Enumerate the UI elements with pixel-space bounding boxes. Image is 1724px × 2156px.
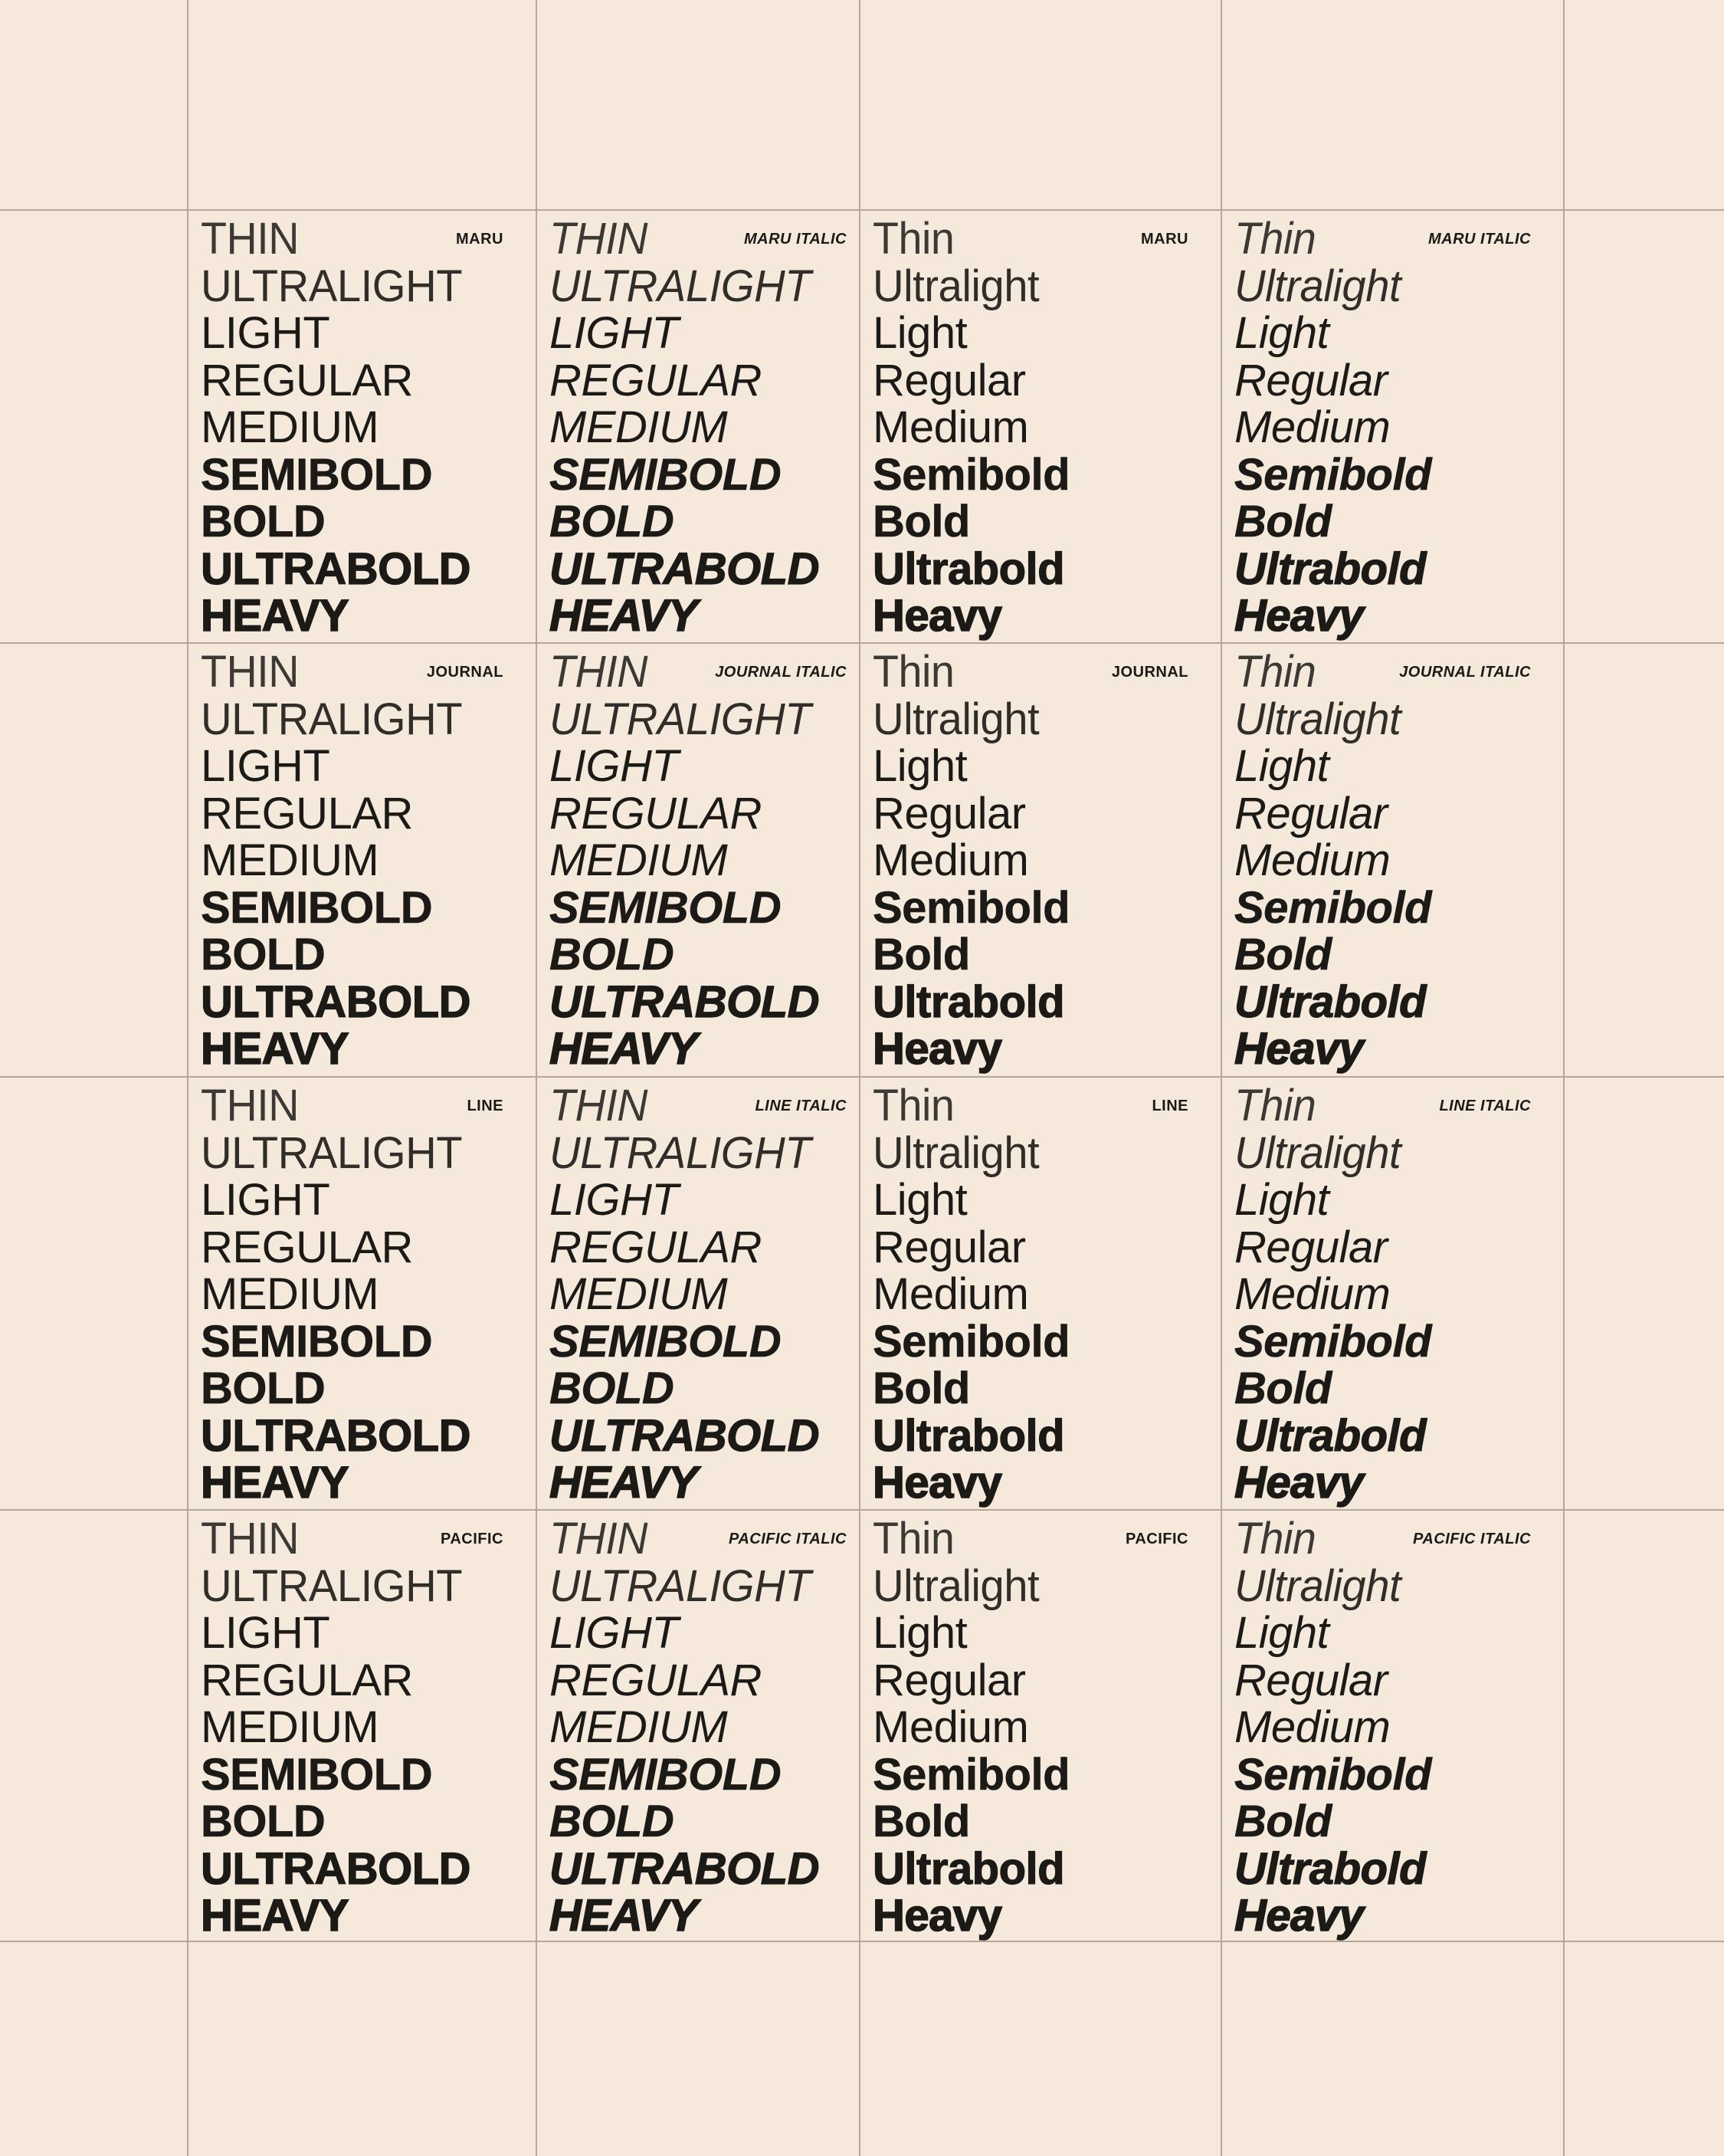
style-tag-label: JOURNAL ITALIC (1399, 664, 1531, 681)
weight-sample-thin: THIN (201, 1514, 299, 1564)
weight-sample-ultralight: ULTRALIGHT (549, 261, 811, 311)
specimen-cell (860, 644, 1221, 1075)
weight-sample-ultralight: Ultralight (873, 1560, 1040, 1611)
weight-sample-thin: Thin (1234, 647, 1316, 697)
weight-list (873, 215, 1070, 640)
style-tag-label: PACIFIC ITALIC (728, 1531, 847, 1547)
weight-sample-light: LIGHT (201, 1608, 330, 1658)
weight-list (201, 1082, 470, 1507)
specimen-cell (860, 1511, 1221, 1942)
weight-sample-semibold: Semibold (1234, 449, 1432, 500)
weight-sample-medium: MEDIUM (201, 1702, 379, 1752)
weight-sample-light: Light (873, 1608, 968, 1658)
weight-sample-ultrabold: ULTRABOLD (549, 543, 820, 594)
weight-sample-medium: MEDIUM (549, 1269, 728, 1319)
weight-sample-medium: Medium (1234, 1702, 1391, 1752)
weight-sample-regular: Regular (873, 1222, 1026, 1272)
style-tag-label: JOURNAL (426, 664, 503, 681)
weight-sample-regular: REGULAR (549, 1655, 762, 1705)
style-tag-label: LINE (467, 1098, 503, 1114)
weight-sample-light: Light (873, 1175, 968, 1225)
weight-sample-semibold: SEMIBOLD (201, 1749, 433, 1800)
weight-sample-heavy: HEAVY (201, 591, 349, 641)
weight-list (201, 215, 470, 640)
weight-sample-thin: THIN (549, 647, 647, 697)
weight-sample-bold: BOLD (201, 930, 326, 980)
weight-sample-ultralight: Ultralight (1234, 1127, 1401, 1178)
weight-sample-bold: BOLD (549, 930, 674, 980)
weight-sample-ultralight: ULTRALIGHT (201, 1560, 463, 1611)
weight-sample-ultralight: Ultralight (1234, 1560, 1401, 1611)
weight-sample-ultralight: Ultralight (1234, 694, 1401, 744)
weight-sample-semibold: SEMIBOLD (549, 1749, 782, 1800)
weight-sample-medium: MEDIUM (201, 835, 379, 885)
style-tag-label: MARU (1141, 231, 1188, 248)
weight-sample-heavy: HEAVY (549, 1458, 698, 1508)
weight-sample-semibold: Semibold (873, 1316, 1070, 1367)
weight-sample-heavy: Heavy (1234, 1024, 1364, 1074)
weight-sample-ultralight: ULTRALIGHT (549, 1560, 811, 1611)
weight-sample-ultralight: Ultralight (873, 261, 1040, 311)
weight-sample-thin: THIN (201, 1081, 299, 1131)
weight-sample-thin: THIN (201, 214, 299, 264)
weight-sample-heavy: HEAVY (201, 1458, 349, 1508)
weight-sample-regular: Regular (873, 788, 1026, 838)
weight-sample-ultrabold: Ultrabold (1234, 543, 1427, 594)
weight-sample-regular: REGULAR (549, 355, 762, 405)
style-tag-label: MARU (456, 231, 503, 248)
weight-sample-thin: Thin (873, 1081, 955, 1131)
weight-sample-light: LIGHT (201, 741, 330, 791)
weight-sample-medium: Medium (873, 1702, 1029, 1752)
weight-sample-thin: Thin (873, 214, 955, 264)
weight-sample-bold: BOLD (549, 1363, 674, 1413)
weight-sample-ultralight: ULTRALIGHT (201, 261, 463, 311)
weight-sample-bold: BOLD (201, 1363, 326, 1413)
weight-sample-medium: Medium (873, 835, 1029, 885)
weight-sample-thin: Thin (873, 1514, 955, 1564)
weight-sample-light: LIGHT (549, 1175, 679, 1225)
weight-sample-light: Light (1234, 308, 1329, 358)
weight-sample-semibold: Semibold (873, 449, 1070, 500)
weight-list (1234, 648, 1431, 1073)
weight-sample-semibold: Semibold (873, 1749, 1070, 1800)
weight-sample-bold: Bold (873, 1797, 970, 1846)
weight-sample-bold: Bold (1234, 497, 1332, 546)
weight-list (549, 1082, 819, 1507)
weight-sample-medium: MEDIUM (549, 835, 728, 885)
weight-sample-regular: Regular (1234, 788, 1388, 838)
weight-sample-semibold: Semibold (1234, 882, 1432, 933)
weight-sample-ultrabold: Ultrabold (873, 976, 1065, 1027)
specimen-cell (188, 644, 536, 1075)
weight-sample-thin: THIN (549, 1081, 647, 1131)
style-tag-label: MARU ITALIC (1428, 231, 1531, 248)
weight-sample-thin: Thin (1234, 1081, 1316, 1131)
specimen-cell (188, 1511, 536, 1942)
weight-sample-regular: REGULAR (201, 1655, 413, 1705)
specimen-cell (1222, 644, 1563, 1075)
weight-sample-light: Light (873, 308, 968, 358)
weight-sample-bold: Bold (1234, 1363, 1332, 1413)
weight-list (1234, 1515, 1431, 1940)
weight-sample-semibold: SEMIBOLD (201, 1316, 433, 1367)
weight-sample-medium: Medium (1234, 402, 1391, 452)
weight-sample-ultrabold: Ultrabold (873, 1410, 1065, 1461)
weight-list (873, 1515, 1070, 1940)
specimen-cell (537, 211, 859, 642)
weight-sample-ultrabold: Ultrabold (1234, 1843, 1427, 1894)
weight-sample-bold: BOLD (549, 497, 674, 546)
weight-sample-heavy: HEAVY (201, 1891, 349, 1941)
specimen-cell (537, 1078, 859, 1509)
specimen-cell (537, 644, 859, 1075)
weight-sample-heavy: Heavy (1234, 591, 1364, 641)
weight-list (549, 648, 819, 1073)
style-tag-label: JOURNAL ITALIC (715, 664, 847, 681)
weight-sample-semibold: SEMIBOLD (201, 449, 433, 500)
specimen-cell (1222, 211, 1563, 642)
weight-sample-heavy: Heavy (1234, 1458, 1364, 1508)
weight-sample-ultralight: ULTRALIGHT (549, 694, 811, 744)
weight-sample-regular: REGULAR (201, 788, 413, 838)
weight-list (549, 215, 819, 640)
weight-sample-ultrabold: Ultrabold (1234, 976, 1427, 1027)
specimen-cell (860, 1078, 1221, 1509)
weight-list (549, 1515, 819, 1940)
weight-sample-ultrabold: Ultrabold (1234, 1410, 1427, 1461)
weight-sample-regular: REGULAR (201, 1222, 413, 1272)
weight-sample-semibold: SEMIBOLD (549, 1316, 782, 1367)
weight-sample-heavy: Heavy (873, 1891, 1002, 1941)
weight-sample-regular: Regular (1234, 355, 1388, 405)
weight-list (201, 1515, 470, 1940)
weight-sample-bold: Bold (1234, 1797, 1332, 1846)
weight-sample-regular: REGULAR (549, 1222, 762, 1272)
weight-sample-ultralight: Ultralight (1234, 261, 1401, 311)
weight-sample-light: Light (1234, 741, 1329, 791)
weight-sample-ultralight: Ultralight (873, 1127, 1040, 1178)
weight-sample-bold: Bold (873, 1363, 970, 1413)
weight-sample-heavy: Heavy (873, 1458, 1002, 1508)
weight-sample-ultrabold: ULTRABOLD (549, 1410, 820, 1461)
weight-sample-regular: Regular (1234, 1655, 1388, 1705)
weight-list (873, 1082, 1070, 1507)
weight-sample-ultrabold: ULTRABOLD (549, 1843, 820, 1894)
weight-sample-light: LIGHT (549, 1608, 679, 1658)
weight-sample-thin: Thin (873, 647, 955, 697)
weight-sample-semibold: SEMIBOLD (549, 882, 782, 933)
weight-list (201, 648, 470, 1073)
weight-sample-semibold: Semibold (1234, 1316, 1432, 1367)
style-tag-label: LINE ITALIC (1439, 1098, 1531, 1114)
weight-sample-thin: Thin (1234, 1514, 1316, 1564)
style-tag-label: MARU ITALIC (744, 231, 847, 248)
weight-sample-medium: MEDIUM (201, 1269, 379, 1319)
weight-sample-semibold: SEMIBOLD (201, 882, 433, 933)
weight-sample-ultrabold: Ultrabold (873, 543, 1065, 594)
weight-sample-ultralight: ULTRALIGHT (549, 1127, 811, 1178)
weight-list (1234, 215, 1431, 640)
weight-sample-regular: REGULAR (201, 355, 413, 405)
weight-sample-medium: MEDIUM (549, 402, 728, 452)
weight-sample-bold: BOLD (201, 497, 326, 546)
weight-sample-light: Light (1234, 1175, 1329, 1225)
style-tag-label: LINE ITALIC (755, 1098, 847, 1114)
grid-line-vertical (1563, 0, 1565, 2156)
weight-list (1234, 1082, 1431, 1507)
specimen-cell (1222, 1511, 1563, 1942)
weight-sample-heavy: HEAVY (549, 591, 698, 641)
weight-sample-heavy: Heavy (1234, 1891, 1364, 1941)
weight-sample-thin: THIN (549, 1514, 647, 1564)
weight-sample-bold: BOLD (201, 1797, 326, 1846)
weight-sample-medium: Medium (873, 1269, 1029, 1319)
weight-sample-heavy: Heavy (873, 591, 1002, 641)
weight-sample-thin: Thin (1234, 214, 1316, 264)
weight-sample-heavy: HEAVY (201, 1024, 349, 1074)
weight-sample-medium: MEDIUM (549, 1702, 728, 1752)
specimen-cell (860, 211, 1221, 642)
weight-sample-bold: Bold (873, 497, 970, 546)
style-tag-label: JOURNAL (1111, 664, 1188, 681)
weight-sample-ultrabold: ULTRABOLD (201, 976, 471, 1027)
weight-sample-semibold: SEMIBOLD (549, 449, 782, 500)
weight-sample-light: Light (873, 741, 968, 791)
weight-sample-light: LIGHT (201, 1175, 330, 1225)
specimen-cell (537, 1511, 859, 1942)
weight-sample-ultralight: ULTRALIGHT (201, 694, 463, 744)
weight-sample-ultrabold: ULTRABOLD (201, 543, 471, 594)
style-tag-label: PACIFIC (1125, 1531, 1188, 1547)
weight-sample-regular: Regular (873, 355, 1026, 405)
weight-sample-medium: MEDIUM (201, 402, 379, 452)
weight-sample-heavy: HEAVY (549, 1024, 698, 1074)
weight-sample-ultralight: Ultralight (873, 694, 1040, 744)
weight-sample-medium: Medium (873, 402, 1029, 452)
specimen-cell (1222, 1078, 1563, 1509)
weight-sample-semibold: Semibold (1234, 1749, 1432, 1800)
weight-sample-regular: Regular (1234, 1222, 1388, 1272)
style-tag-label: PACIFIC (440, 1531, 503, 1547)
weight-sample-thin: THIN (201, 647, 299, 697)
weight-sample-light: LIGHT (549, 308, 679, 358)
weight-sample-regular: Regular (873, 1655, 1026, 1705)
style-tag-label: PACIFIC ITALIC (1412, 1531, 1531, 1547)
style-tag-label: LINE (1152, 1098, 1188, 1114)
weight-sample-semibold: Semibold (873, 882, 1070, 933)
weight-sample-light: LIGHT (201, 308, 330, 358)
specimen-cell (188, 1078, 536, 1509)
weight-sample-bold: Bold (873, 930, 970, 980)
weight-sample-ultrabold: ULTRABOLD (201, 1843, 471, 1894)
specimen-cell (188, 211, 536, 642)
weight-sample-bold: BOLD (549, 1797, 674, 1846)
weight-sample-ultrabold: ULTRABOLD (201, 1410, 471, 1461)
weight-sample-ultrabold: ULTRABOLD (549, 976, 820, 1027)
weight-sample-medium: Medium (1234, 835, 1391, 885)
weight-sample-thin: THIN (549, 214, 647, 264)
weight-sample-heavy: Heavy (873, 1024, 1002, 1074)
weight-sample-medium: Medium (1234, 1269, 1391, 1319)
weight-sample-heavy: HEAVY (549, 1891, 698, 1941)
weight-sample-bold: Bold (1234, 930, 1332, 980)
weight-sample-ultralight: ULTRALIGHT (201, 1127, 463, 1178)
weight-sample-light: LIGHT (549, 741, 679, 791)
weight-sample-light: Light (1234, 1608, 1329, 1658)
weight-sample-regular: REGULAR (549, 788, 762, 838)
weight-sample-ultrabold: Ultrabold (873, 1843, 1065, 1894)
weight-list (873, 648, 1070, 1073)
